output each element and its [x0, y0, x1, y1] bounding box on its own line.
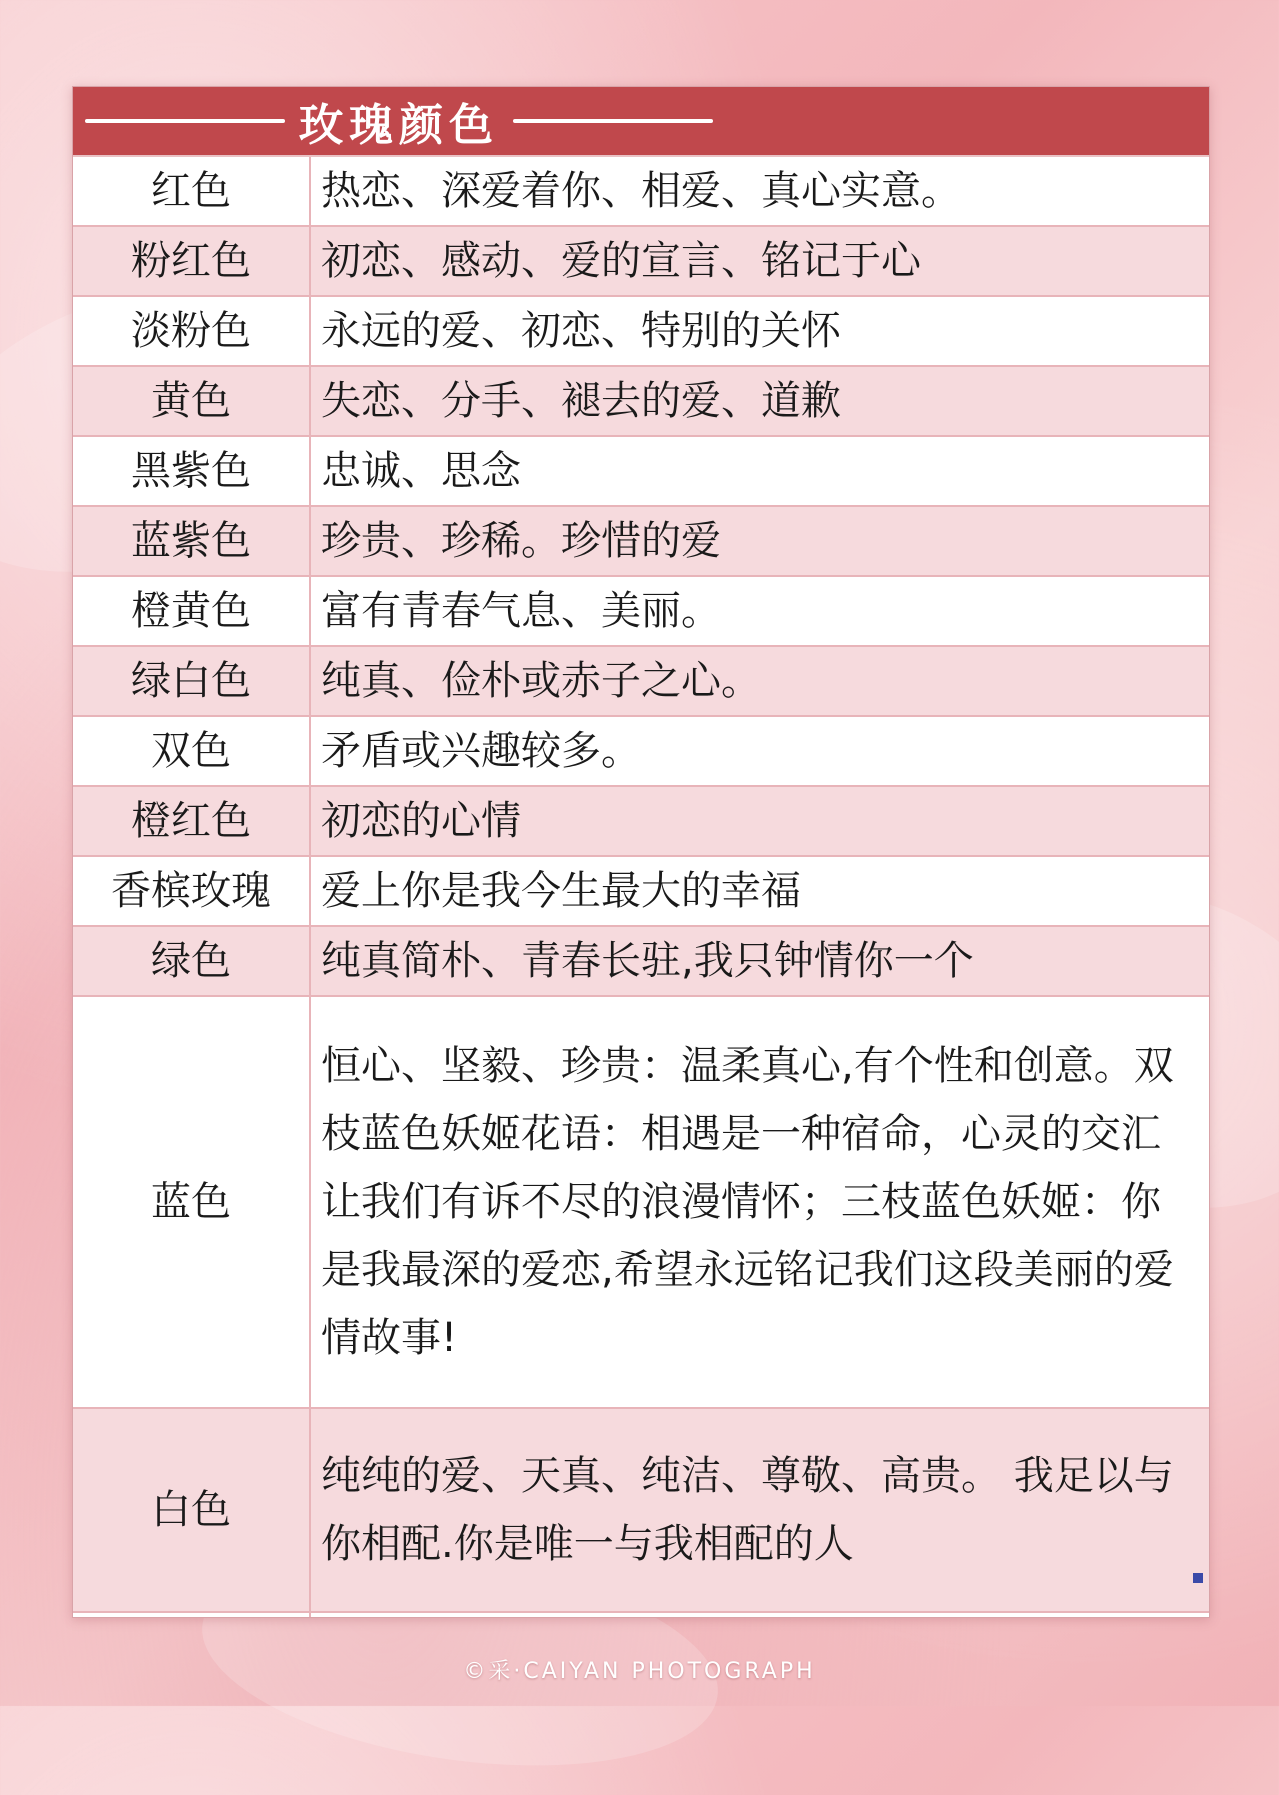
meaning-cell: 初恋的心情 — [310, 786, 1209, 856]
table-row — [73, 506, 1209, 576]
photographer-watermark: ©采·CAIYAN PHOTOGRAPH — [463, 1659, 816, 1684]
table-row — [73, 296, 1209, 366]
title-decoration-line-left — [85, 119, 285, 123]
meaning-cell: 爱上你是我今生最大的幸福 — [310, 856, 1209, 926]
cell-resize-handle-icon — [1193, 1573, 1203, 1583]
table-row — [73, 436, 1209, 506]
meaning-cell: 富有青春气息、美丽。 — [310, 576, 1209, 646]
meaning-cell: 珍贵、珍稀。珍惜的爱 — [310, 506, 1209, 576]
color-name-cell: 黑紫色 — [73, 436, 310, 506]
table-row — [73, 786, 1209, 856]
meaning-cell: 纯真、俭朴或赤子之心。 — [310, 646, 1209, 716]
color-name-cell: 双色 — [73, 716, 310, 786]
color-name-cell: 黄色 — [73, 366, 310, 436]
table-row — [73, 576, 1209, 646]
table-title-bar — [73, 87, 1209, 157]
color-name-cell: 香槟玫瑰 — [73, 856, 310, 926]
color-name-cell: 白色 — [73, 1408, 310, 1612]
color-name-cell: 红色 — [73, 157, 310, 226]
table-row — [73, 1408, 1209, 1612]
table-row — [73, 996, 1209, 1408]
meaning-cell: 纯纯的爱、天真、纯洁、尊敬、高贵。 我足以与你相配.你是唯一与我相配的人 — [310, 1408, 1209, 1612]
meaning-cell: 纯真简朴、青春长驻,我只钟情你一个 — [310, 926, 1209, 996]
table-row — [73, 226, 1209, 296]
rose-color-table-card — [72, 86, 1210, 1618]
meaning-cell: 永远的爱、初恋、特别的关怀 — [310, 296, 1209, 366]
column-divider-tail — [309, 1587, 311, 1617]
table-title: 玫瑰颜色 — [299, 100, 499, 151]
meaning-cell: 恒心、坚毅、珍贵：温柔真心,有个性和创意。双枝蓝色妖姬花语：相遇是一种宿命，心灵的交汇让我们有诉不尽的浪漫情怀；三枝蓝色妖姬：你是我最深的爱恋,希望永远铭记我们这段美丽的爱情故事! — [310, 996, 1209, 1408]
color-name-cell: 蓝紫色 — [73, 506, 310, 576]
color-name-cell: 绿白色 — [73, 646, 310, 716]
meaning-cell: 矛盾或兴趣较多。 — [310, 716, 1209, 786]
meaning-cell: 初恋、感动、爱的宣言、铭记于心 — [310, 226, 1209, 296]
table-row — [73, 856, 1209, 926]
color-name-cell: 蓝色 — [73, 996, 310, 1408]
meaning-cell: 失恋、分手、褪去的爱、道歉 — [310, 366, 1209, 436]
rose-color-table — [73, 157, 1209, 1613]
color-name-cell: 橙黄色 — [73, 576, 310, 646]
table-row — [73, 366, 1209, 436]
table-row — [73, 926, 1209, 996]
color-name-cell: 绿色 — [73, 926, 310, 996]
color-name-cell: 橙红色 — [73, 786, 310, 856]
meaning-cell: 热恋、深爱着你、相爱、真心实意。 — [310, 157, 1209, 226]
color-name-cell: 粉红色 — [73, 226, 310, 296]
title-decoration-line-right — [513, 119, 713, 123]
table-row — [73, 646, 1209, 716]
table-row — [73, 157, 1209, 226]
color-name-cell: 淡粉色 — [73, 296, 310, 366]
meaning-cell: 忠诚、思念 — [310, 436, 1209, 506]
table-row — [73, 716, 1209, 786]
